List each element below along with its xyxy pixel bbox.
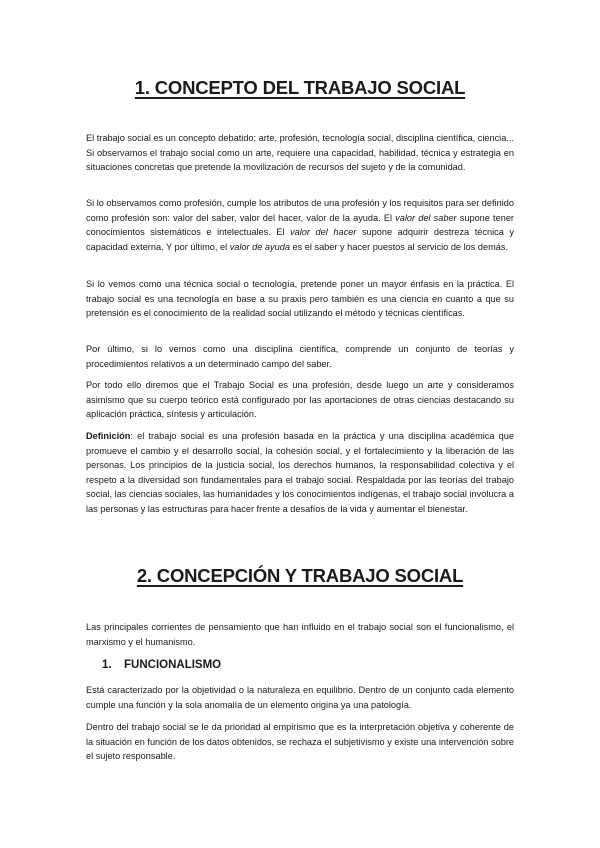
p2-text-c: supone tener conocimientos sistemáticos e intelectuales. El <box>86 212 514 238</box>
section-1-paragraph-2 <box>86 196 514 254</box>
definition-text: : el trabajo social es una profesión basada en la práctica y una disciplina académica que promueve el cambio y el desarrollo social, la cohesión social, y el fortalecimiento y la liberación de las personas. Los principios de la justicia social, los derechos humanos, la responsabilidad colectiva y el respeto a la diversidad son fundamentales para el trabajo social. Respaldada por las teorías del trabajo social, las ciencias sociales, las humanidades y los conocimientos indígenas, el trabajo social involucra a las personas y las estructuras para hacer frente a desafíos de la vida y aumentar el bienestar. <box>86 431 514 514</box>
p2-italic-valor-del-saber: valor del saber <box>395 212 457 223</box>
section-2-paragraph-1: Está caracterizado por la objetividad o la naturaleza en equilibrio. Dentro de un conjunto cada elemento cumple una función y la sola anomalía de un elemento origina ya una patología. <box>86 685 514 710</box>
section-1-paragraph-4: Por último, si lo vemos como una disciplina científica, comprende un conjunto de teorías y procedimientos relativos a un determinado campo del saber. <box>86 344 514 369</box>
section-2-paragraph-2: Dentro del trabajo social se le da prioridad al empirismo que es la interpretación objetiva y coherente de la situación en función de los datos obtenidos, se rechaza el subjetivismo y existe una intervención sobre el sujeto responsable. <box>86 722 514 762</box>
p2-text-g: es el saber y hacer puestos al servicio de los demás. <box>289 241 509 252</box>
p2-text-a: Si lo observamos como profesión, cumple los atributos de una profesión y los requisitos para ser definido como profesión son: valor del saber, valor del hacer, valor de la ayuda. El <box>86 198 514 223</box>
section-1-paragraph-5: Por todo ello diremos que el Trabajo Social es una profesión, desde luego un arte y consideramos asimismo que su cuerpo teórico está configurado por las aportaciones de otras ciencias destacando su aplicación práctica, síntesis y articulación. <box>86 380 514 420</box>
section-2-title: 2. CONCEPCIÓN Y TRABAJO SOCIAL <box>136 565 464 586</box>
section-1-definition <box>86 429 514 517</box>
section-1-paragraph-1: El trabajo social es un concepto debatido; arte, profesión, tecnología social, disciplina científica, ciencia... Si observamos el trabajo social como un arte, requiere una capacidad, habilidad, técnica y estrategia en situaciones concretas que pretende la movilización de recursos del sujeto y de la comunidad. <box>86 133 514 173</box>
p2-italic-valor-del-hacer: valor del hacer <box>290 227 357 238</box>
p2-italic-valor-de-ayuda: valor de ayuda <box>229 241 290 252</box>
subsection-number: 1. <box>102 659 112 671</box>
subsection-title: FUNCIONALISMO <box>124 659 222 671</box>
p2-text-e: supone adquirir destreza técnica y capacidad externa. Y por último, el <box>86 227 514 252</box>
definition-label: Definición <box>86 431 131 441</box>
section-1-paragraph-3: Si lo vemos como una técnica social o tecnología, pretende poner un mayor énfasis en la práctica. El trabajo social es una tecnología en base a su praxis pero también es una ciencia en cuanto a que su pretensión es el conocimiento de la realidad social utilizando el método y técnicas científicas. <box>86 279 514 319</box>
section-2-intro: Las principales corrientes de pensamiento que han influido en el trabajo social son el funcionalismo, el marxismo y el humanismo. <box>86 622 514 647</box>
section-1-title: 1. CONCEPTO DEL TRABAJO SOCIAL <box>134 77 466 98</box>
subsection-funcionalismo-heading <box>102 659 221 671</box>
